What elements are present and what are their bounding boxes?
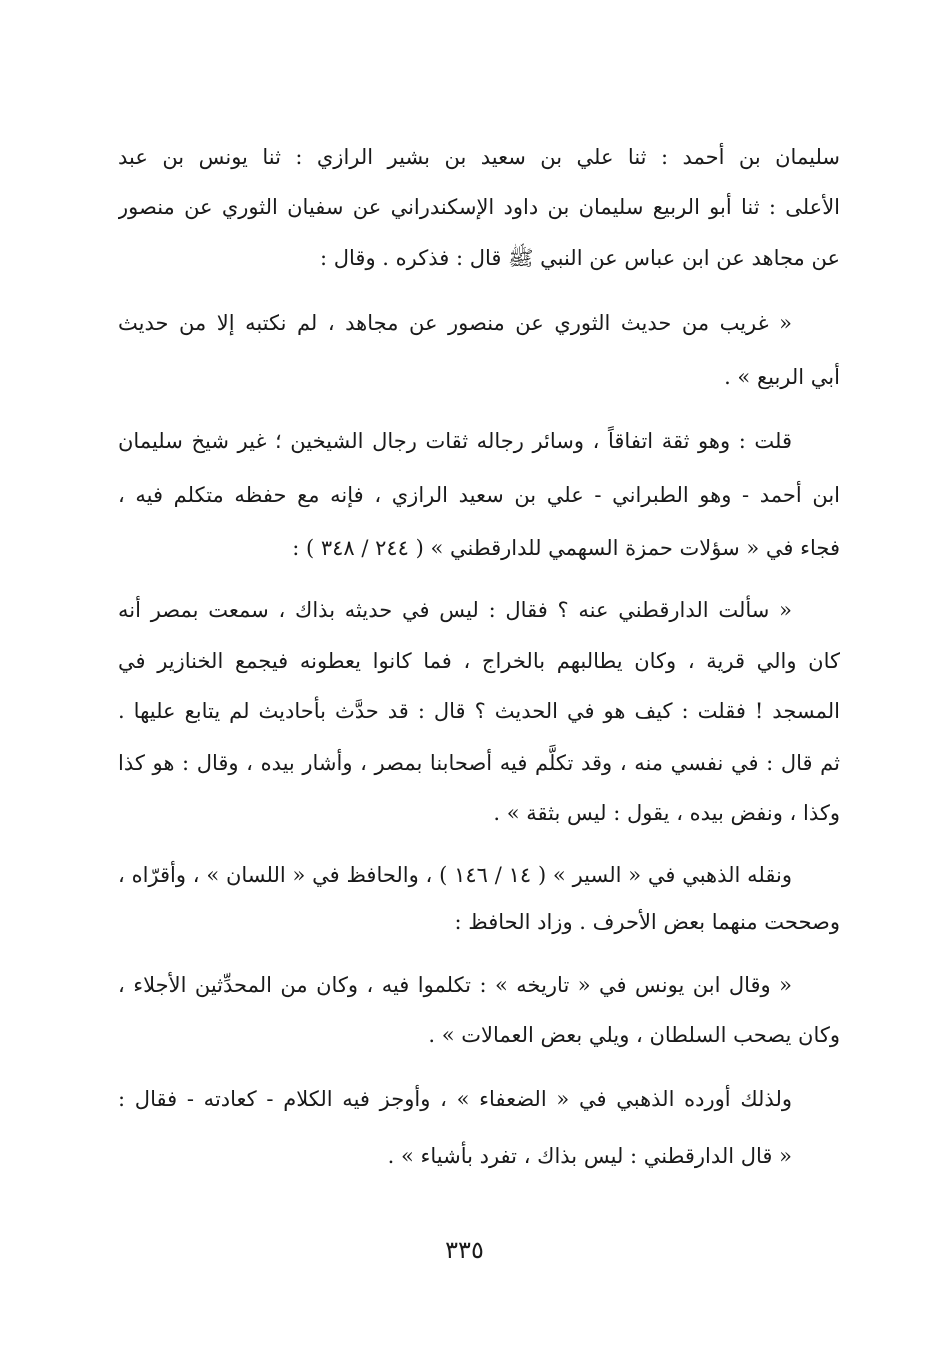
quote-line: « قال الدارقطني : ليس بذاك ، تفرد بأشياء » . (387, 1144, 792, 1168)
text-line: عن مجاهد عن ابن عباس عن النبي ﷺ قال : فذكره . وقال : (320, 246, 840, 270)
quote-line: « غريب من حديث الثوري عن منصور عن مجاهد ، لم نكتبه إلا من حديث (118, 311, 792, 335)
quote-line: وكان يصحب السلطان ، ويلي بعض العمالات » . (428, 1023, 840, 1047)
text-line: ابن أحمد - وهو الطبراني - علي بن سعيد الرازي ، فإنه مع حفظه متكلم فيه ، (118, 483, 840, 507)
page-number: ٣٣٥ (445, 1236, 484, 1264)
text-line: فجاء في « سؤلات حمزة السهمي للدارقطني » ( ٢٤٤ / ٣٤٨ ) : (292, 536, 840, 560)
quote-line: المسجد ! فقلت : كيف هو في الحديث ؟ قال : قد حدَّث بأحاديث لم يتابع عليها . (118, 699, 840, 723)
text-line: سليمان بن أحمد : ثنا علي بن سعيد بن بشير الرازي : ثنا يونس بن عبد (118, 145, 840, 169)
quote-line: وكذا ، ونفض بيده ، يقول : ليس بثقة » . (493, 801, 840, 825)
quote-line: كان والي قرية ، وكان يطالبهم بالخراج ، فما كانوا يعطونه فيجمع الخنازير في (118, 649, 840, 673)
text-line: ولذلك أورده الذهبي في « الضعفاء » ، وأوجز فيه الكلام - كعادته - فقال : (118, 1087, 792, 1111)
quote-line: ثم قال : في نفسي منه ، وقد تكلَّم فيه أصحابنا بمصر ، وأشار بيده ، وقال : هو كذا (118, 751, 840, 775)
quote-line: « سألت الدارقطني عنه ؟ فقال : ليس في حديثه بذاك ، سمعت بمصر أنه (118, 598, 792, 622)
body-text (118, 0, 840, 1200)
text-line: وصححت منهما بعض الأحرف . وزاد الحافظ : (454, 910, 840, 934)
quote-line: أبي الربيع » . (724, 365, 840, 389)
text-line: ونقله الذهبي في « السير » ( ١٤ / ١٤٦ ) ، والحافظ في « اللسان » ، وأقرّاه ، (118, 863, 792, 887)
text-line: قلت : وهو ثقة اتفاقاً ، وسائر رجاله ثقات رجال الشيخين ؛ غير شيخ سليمان (118, 429, 792, 453)
text-line: الأعلى : ثنا أبو الربيع سليمان بن داود الإسكندراني عن سفيان الثوري عن منصور (118, 195, 840, 219)
quote-line: « وقال ابن يونس في « تاريخه » : تكلموا فيه ، وكان من المحدِّثين الأجلاء ، (118, 973, 792, 997)
